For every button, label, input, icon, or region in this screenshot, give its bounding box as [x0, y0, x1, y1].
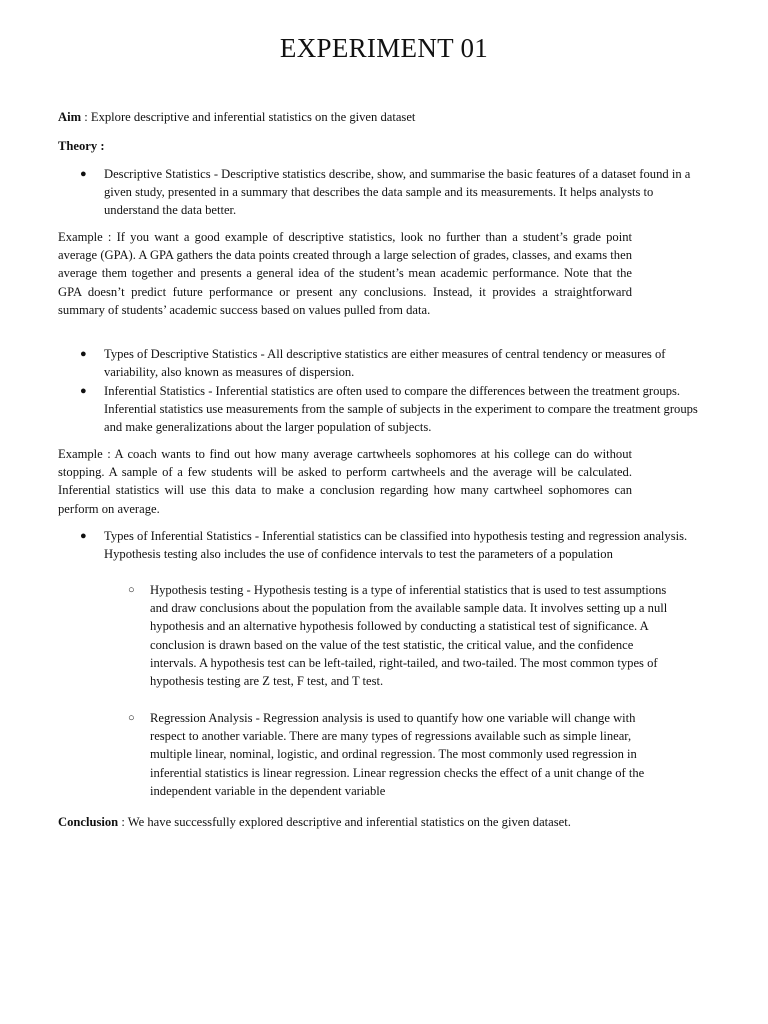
aim-line — [58, 108, 708, 126]
bullet-descriptive-statistics — [80, 165, 708, 220]
bullet-types-descriptive — [80, 345, 708, 381]
bullet-icon: ● — [80, 168, 87, 180]
circle-bullet-icon: ○ — [128, 584, 135, 596]
theory-heading — [58, 137, 708, 155]
sub-item-text: Hypothesis testing - Hypothesis testing is a type of inferential statistics that is used to test assumptions and draw conclusions about the population from the available sample data. It involves setting up a null hypothesis and an alternative hypothesis followed by conducting a statistical test of significance. A conclusion is drawn based on the value of the test statistic, the critical value, and the confidence intervals. A hypothesis test can be left-tailed, right-tailed, and two-tailed. The most common types of hypothesis testing are Z test, F test, and T test. — [150, 583, 668, 689]
bullet-inferential-statistics — [80, 382, 708, 437]
sub-item-hypothesis-testing — [128, 581, 670, 690]
example-descriptive: Example : If you want a good example of descriptive statistics, look no further than a student’s grade point average (GPA). A GPA gathers the data points created through a large selection of grades, classes, and exams then average them together and presents a general idea of the student’s mean academic performance. Note that the GPA doesn’t predict future performance or present any conclusions. Instead, it provides a straightforward summary of students’ academic success based on values pulled from data. — [58, 230, 632, 317]
bullet-text: Types of Descriptive Statistics - All descriptive statistics are either measures of central tendency or measures of variability, also known as measures of dispersion. — [104, 347, 666, 380]
conclusion-label: Conclusion — [58, 815, 119, 829]
conclusion-line — [58, 813, 708, 831]
circle-bullet-icon: ○ — [128, 712, 135, 724]
conclusion-text: : We have successfully explored descriptive and inferential statistics on the given dataset. — [118, 815, 571, 829]
aim-text: : Explore descriptive and inferential statistics on the given dataset — [81, 110, 416, 124]
theory-label: Theory : — [58, 139, 105, 153]
example-inferential: Example : A coach wants to find out how many average cartwheels sophomores at his college can do without stopping. A sample of a few students will be asked to perform cartwheels and the average will be calculated. Inferential statistics will use this data to make a conclusion regarding how many cartwheel sophomores can perform on average. — [58, 447, 632, 516]
bullet-text: Inferential Statistics - Inferential statistics are often used to compare the differences between the treatment groups. Inferential statistics use measurements from the sample of subjects in the experiment to compare the treatment groups and make generalizations about the larger population of subjects. — [104, 384, 698, 435]
aim-label: Aim — [58, 110, 82, 124]
bullet-text: Types of Inferential Statistics - Inferential statistics can be classified into hypothesis testing and regression analysis. Hypothesis testing also includes the use of confidence intervals to test the parameters of a population — [104, 529, 688, 562]
bullet-text: Descriptive Statistics - Descriptive statistics describe, show, and summarise the basic features of a dataset found in a given study, presented in a summary that describes the data sample and its measurements. It helps analysts to understand the data better. — [104, 167, 691, 218]
bullet-types-inferential — [80, 527, 708, 563]
sub-item-text: Regression Analysis - Regression analysis is used to quantify how one variable will change with respect to another variable. There are many types of regressions available such as simple linear, multiple linear, nominal, logistic, and ordinal regression. The most commonly used regression in inferential statistics is linear regression. Linear regression checks the effect of a unit change of the independent variable in the dependent variable — [150, 711, 645, 798]
bullet-icon: ● — [80, 385, 87, 397]
bullet-icon: ● — [80, 348, 87, 360]
sub-item-regression-analysis — [128, 709, 670, 800]
page-title: EXPERIMENT 01 — [279, 33, 489, 63]
bullet-icon: ● — [80, 530, 87, 542]
